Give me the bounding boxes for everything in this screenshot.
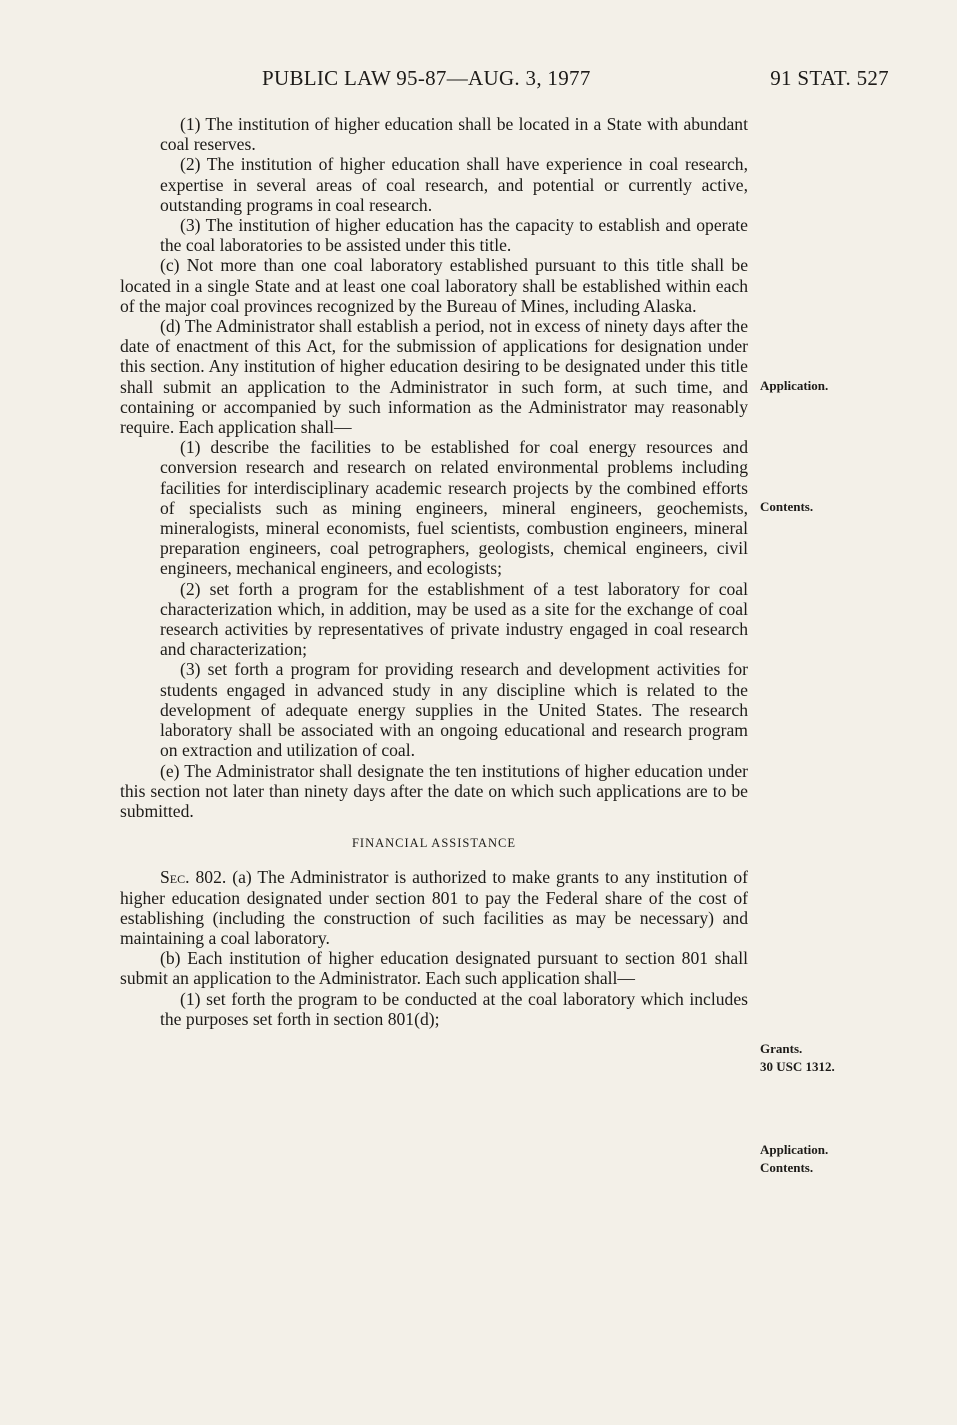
section-802-b: (b) Each institution of higher education designated pursuant to section 801 shall submit an application to the Administrator. Each such application shall—	[120, 948, 748, 989]
statute-page-number: 91 STAT. 527	[770, 66, 889, 90]
section-heading: FINANCIAL ASSISTANCE	[351, 836, 517, 851]
clause-802-b1: (1) set forth the program to be conducted at the coal laboratory which includes the purposes set forth in section 801(d);	[160, 988, 748, 1029]
margin-note-application-2: Application.	[760, 1142, 829, 1157]
clause-b2: (2) The institution of higher education shall have experience in coal research, expertise in several areas of coal research, and potential or currently active, outstanding programs in coal research.	[160, 154, 748, 215]
margin-note-application: Application.	[760, 378, 829, 393]
margin-note-contents: Contents.	[760, 499, 814, 514]
margin-note-grants: Grants.	[760, 1041, 803, 1056]
running-title: PUBLIC LAW 95-87—AUG. 3, 1977	[262, 66, 591, 90]
clause-d1: (1) describe the facilities to be established for coal energy resources and conversion research and research on related environmental problems including facilities for interdisciplinary academic research projects by the combined efforts of specialists such as mining engineers, mineral engineers, geochemists, mineralogists, mineral economists, fuel scientists, combustion engineers, mineral preparation engineers, coal petrographers, geologists, chemical engineers, civil engineers, mechanical engineers, and ecologists;	[160, 437, 748, 579]
clause-d3: (3) set forth a program for providing research and development activities for students engaged in advanced study in any discipline which is related to the development of adequate energy supplies in the United States. The research laboratory shall be associated with an ongoing educational and research program on extraction and utilization of coal.	[160, 659, 748, 761]
clause-b3: (3) The institution of higher education has the capacity to establish and operate the coal laboratories to be assisted under this title.	[160, 215, 748, 256]
margin-note-usc-citation: 30 USC 1312.	[760, 1059, 835, 1074]
page-header	[0, 66, 957, 94]
section-802-a	[120, 867, 748, 948]
clause-d2: (2) set forth a program for the establishment of a test laboratory for coal characterization which, in addition, may be used as a site for the exchange of coal research activities by representatives of private industry engaged in coal research and characterization;	[160, 578, 748, 660]
subsection-e: (e) The Administrator shall designate the ten institutions of higher education under this section not later than ninety days after the date on which such applications are to be submitted.	[120, 760, 748, 821]
section-label: Sec.	[160, 867, 190, 888]
section-802-a-text: 802. (a) The Administrator is authorized to make grants to any institution of higher education designated under section 801 to pay the Federal share of the cost of establishing (including the construction of such facilities as may be necessary) and maintaining a coal laboratory.	[120, 867, 748, 948]
clause-b1: (1) The institution of higher education shall be located in a State with abundant coal reserves.	[160, 114, 748, 155]
body-text	[120, 114, 748, 1029]
subsection-d: (d) The Administrator shall establish a period, not in excess of ninety days after the date of enactment of this Act, for the submission of applications for designation under this section. Any institution of higher education desiring to be designated under this title shall submit an application to the Administrator in such form, at such time, and containing or accompanied by such information as the Administrator may reasonably require. Each application shall—	[120, 316, 748, 438]
margin-note-contents-2: Contents.	[760, 1160, 814, 1175]
subsection-c: (c) Not more than one coal laboratory established pursuant to this title shall be located in a single State and at least one coal laboratory shall be established within each of the major coal provinces recognized by the Bureau of Mines, including Alaska.	[120, 255, 748, 316]
